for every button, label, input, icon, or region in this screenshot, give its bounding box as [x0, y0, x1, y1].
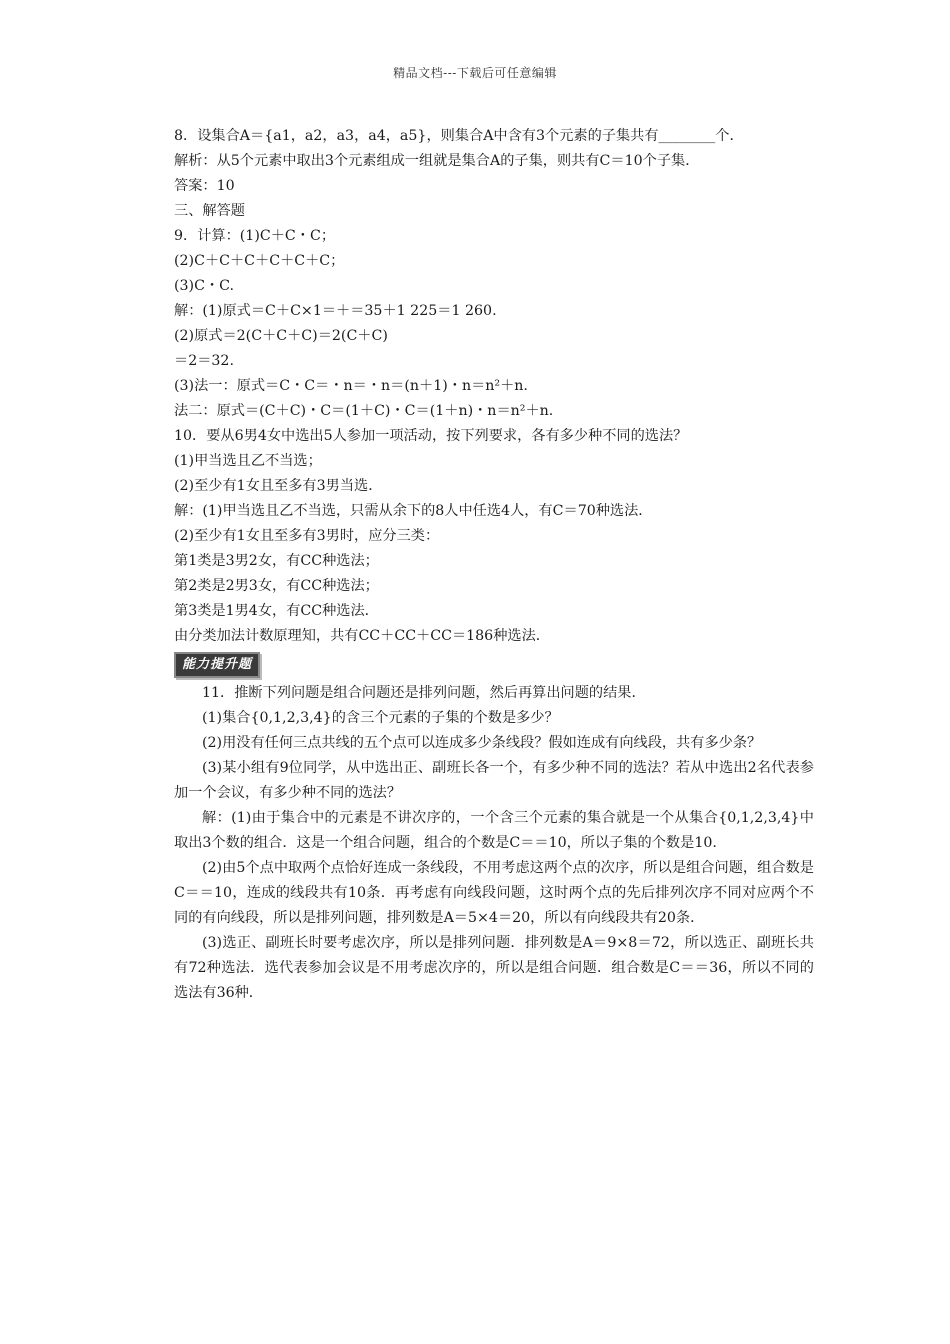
q10-question: 10．要从6男4女中选出5人参加一项活动，按下列要求，各有多少种不同的选法？	[174, 428, 688, 444]
section-heading: 三、解答题	[174, 203, 245, 219]
q9-part3: (3)C・C.	[174, 278, 234, 294]
q11-question: 11．推断下列问题是组合问题还是排列问题，然后再算出问题的结果．	[202, 685, 646, 701]
q11-part1: (1)集合{0,1,2,3,4}的含三个元素的子集的个数是多少？	[202, 710, 559, 726]
q11-part2: (2)用没有任何三点共线的五个点可以连成多少条线段？假如连成有向线段，共有多少条？	[202, 735, 762, 751]
q9-solution-1: 解：(1)原式＝C＋C×1＝＋＝35＋1 225＝1 260.	[174, 303, 497, 319]
q9-question: 9．计算：(1)C＋C・C；	[174, 228, 336, 244]
q10-solution-2: (2)至少有1女且至多有3男时，应分三类：	[174, 528, 440, 544]
q9-solution-3a: (3)法一：原式＝C・C＝・n＝・n＝(n＋1)・n＝n²＋n.	[174, 378, 528, 394]
q9-solution-2: (2)原式＝2(C＋C＋C)＝2(C＋C)	[174, 328, 388, 344]
q10-part1: (1)甲当选且乙不当选；	[174, 453, 322, 469]
q10-case-3: 第3类是1男4女，有CC种选法．	[174, 603, 379, 619]
q10-conclusion: 由分类加法计数原理知，共有CC＋CC＋CC＝186种选法．	[174, 628, 550, 644]
q9-solution-2b: ＝2＝32.	[174, 353, 234, 369]
q8-answer: 答案：10	[174, 178, 235, 194]
page-header: 精品文档---下载后可任意编辑	[393, 66, 557, 80]
document-body	[174, 124, 814, 1006]
q8-analysis: 解析：从5个元素中取出3个元素组成一组就是集合A的子集，则共有C＝10个子集．	[174, 153, 700, 169]
ability-badge: 能力提升题	[174, 652, 260, 678]
q11-part3: (3)某小组有9位同学，从中选出正、副班长各一个，有多少种不同的选法？若从中选出2名代表参加一个会议，有多少种不同的选法？	[174, 760, 814, 801]
q9-solution-3b: 法二：原式＝(C＋C)・C＝(1＋C)・C＝(1＋n)・n＝n²＋n.	[174, 403, 554, 419]
q11-solution-3: (3)选正、副班长时要考虑次序，所以是排列问题．排列数是A＝9×8＝72，所以选正、副班长共有72种选法．选代表参加会议是不用考虑次序的，所以是组合问题．组合数是C＝＝36，所以不同的选法有36种．	[174, 935, 814, 1001]
q11-solution-1: 解：(1)由于集合中的元素是不讲次序的，一个含三个元素的集合就是一个从集合{0,1,2,3,4}中取出3个数的组合．这是一个组合问题，组合的个数是C＝＝10，所以子集的个数是10.	[174, 810, 814, 851]
q10-case-1: 第1类是3男2女，有CC种选法；	[174, 553, 379, 569]
q10-part2: (2)至少有1女且至多有3男当选．	[174, 478, 383, 494]
q8-question: 8．设集合A＝{a1，a2，a3，a4，a5}，则集合A中含有3个元素的子集共有________个．	[174, 128, 744, 144]
q10-case-2: 第2类是2男3女，有CC种选法；	[174, 578, 379, 594]
q10-solution-1: 解：(1)甲当选且乙不当选，只需从余下的8人中任选4人，有C＝70种选法．	[174, 503, 653, 519]
q9-part2: (2)C＋C＋C＋C＋C＋C；	[174, 253, 345, 269]
badge-row	[174, 649, 814, 681]
q11-solution-2: (2)由5个点中取两个点恰好连成一条线段，不用考虑这两个点的次序，所以是组合问题，组合数是C＝＝10，连成的线段共有10条．再考虑有向线段问题，这时两个点的先后排列次序不同对应两个不同的有向线段，所以是排列问题，排列数是A＝5×4＝20，所以有向线段共有20条．	[174, 860, 814, 926]
